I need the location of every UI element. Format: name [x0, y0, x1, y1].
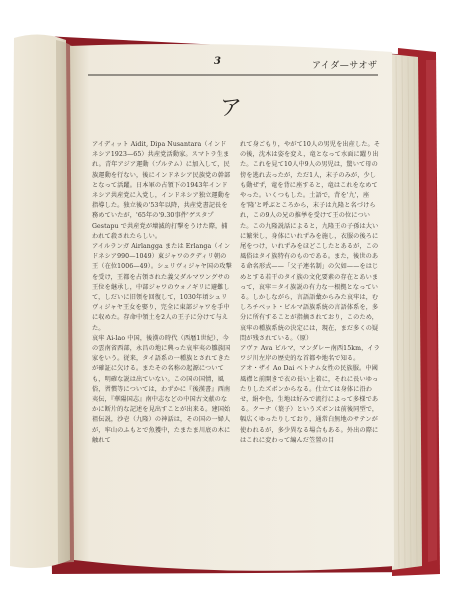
page-edges [390, 54, 422, 570]
running-head: アイダ—サオザ [312, 61, 378, 71]
page-number: 3 [214, 56, 221, 67]
section-letter: ア [220, 96, 243, 121]
right-column-text: れて身ごもり，やがて10人の男児を出産した。その後，沈木は姿を変え，竜となって水面に躍り出た。これを見て10人中9人の男児は，驚いて母の傍を逃れ去ったが，ただ1人，末子のみが，少しも動ぜず，竜を背に座すると，竜はこれをなめてやった。いくつもした。土語で，背を'九'，座を'隆'と呼ぶところから，末子は九隆と名づけられ，この9人の兄の推挙を受けて王の位についた。この九隆説話によると，九隆王の子孫は大いに繁栄し，身体にいれずみを施し，衣服の後ろに尾をつけ，いれずみをほどこしたとあるが，この風俗はタイ族特有のものである。また，後世のある命名形式——「父子連名制」の欠如——をはじめとする若干のタイ族の文化要素の存在とあいまって，哀牢＝タイ族説の有力な一根拠となっている。しかしながら，言語語彙からみた哀牢は，むしろチベット・ビルマ語族系統の言語体系を，多分に所有することが指摘されており，このため，哀牢の種族系統の決定には，現在，まだ多くの疑問が残されている。（原） アヴァ Ava ビルマ，マンダレー南西15km，イラワジ川左岸の歴史的な首都や地名で知る。 アオ・ザイ Ao Dai ベトナム女性の民族服。中國風襟と前開きで衣の長い上着に，それに長いゆったりしたズボンからなる。仕立ては身体に沿わせ，絹や色，生地は好みで流行によって多様である。クーナ（葉子）というズボンは前後同型で，幅広くゆったりしており，通常白無地のサテンが使われるが，多少異なる場合もある。外出の際にはこれに変わって編んだ笠置の目 [240, 141, 381, 444]
left-column-text: アイディット Aidit, Dipa Nusantara（インドネシア1923—65）共産党活動家。スマトラ生まれ。青年アジア運動（プルテム）に加入して，民族運動を行ない，後にインドネシア民族党の幹部となって活躍。日本軍の占領下の1943年インドネシア共産党に入党し，インドネシア独立運動を指導した。独立後の'53年以降，共産党書記長を務めていたが，'65年の'9.30事件'ゲスタプ Gestapu で共産党が壊滅的打撃をうけた際，捕われて殺されたらしい。 アイルランガ Airlangga または Erlanga（インドネシア990—1049）東ジャワのクディリ朝の王（在位1006—49）。シュリヴィジャヤ国の攻撃を受け，王都を占領された義父ダルマワングサの王位を継承し，中部ジャワのウォノギリに避難して，しだいに旧領を回復して，1030年頃シュリヴィジャヤ王女を娶り，完全に東部ジャワを手中に収めた。存命中領土を2人の王子に分けて与えた。 哀牢 Ai-lao 中国，後漢の時代（西暦1世紀），今の雲南省西部，永昌の地に興った哀牢夷の雛族国家をいう。従来，タイ語系の一種族とされてきたが確証に欠ける。またその名称の起源についても，明確な説は出ていない。この国の国情，風俗，習慣等については，わずかに『後漢書』西南夷伝，『華陽国志』南中志などの中国古文献のなかに断片的な記述を見出すことが出来る。建国始祖伝説，沙壱（九隆）の神話は，その国の一婦人が，牢山のふもとで魚獲中，たまたま川底の木に触れて [92, 141, 232, 444]
